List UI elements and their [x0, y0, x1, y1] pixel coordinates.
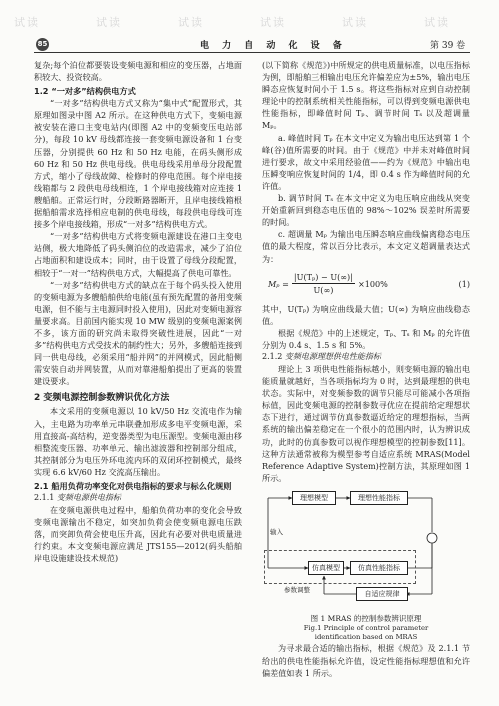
paragraph: c. 超调量 Mₚ 为输出电压瞬态响应曲线偏离稳态电压值的最大程度，常以百分比表示，本文定义超调量表达式为： [262, 229, 470, 264]
paragraph: “一对多”结构供电方式又称为“集中式”配置形式，其原理如图录中图 A2 所示。在这种供电方式下，变频电源被安装在港口主变电站内(即图 A2 中的变频变压电站部分)，每段 10 kV 母线都连接一套变频电源设备和 1 台变压器，分别提供 60 Hz 和 50 Hz 电能，在码头侧形成 60 Hz 和 50 Hz 供电母线。供电母线采用单母分段配置方式，缩小了母线故障、检修时的停电范围。每个岸电接线箱都与 2 段供电母线相连，1 个岸电接线箱对应连接 1 艘船舶。正常运行时，分段断路器断开，且岸电接线箱根据船舶需求选择相应电制的供电母线，每段供电母线可连接多个岸电接线箱，形成“一对多”结构供电方式。 [34, 98, 242, 230]
paragraph: 为寻求最合适的输出指标，根据《规范》及 2.1.1 节给出的供电性能指标允许值，设定性能指标理想值和允许偏差值如表 1 所示。 [262, 643, 470, 678]
equation-lhs: Mₚ = [268, 278, 289, 289]
paragraph: 其中，U(Tₚ) 为响应曲线最大值；U(∞) 为响应曲线稳态值。 [262, 303, 470, 326]
figure-caption-english: Fig.1 Principle of control parameter [303, 624, 429, 633]
ideal-model-box: 理想模型 [292, 491, 336, 505]
section-number: 2.1.2 [262, 351, 283, 361]
equation-denominator: U(∞) [313, 285, 334, 296]
equation-numerator: |U(Tₚ) − U(∞)| [292, 271, 355, 284]
section-title: 变频电源供电指标 [56, 493, 121, 502]
equation-number: (1) [458, 278, 470, 289]
input-label: 输入 [270, 527, 283, 536]
simulation-performance-box: 仿真性能指标 [350, 561, 408, 575]
paragraph: b. 调节时间 Tₛ 在本文中定义为电压响应曲线从突变开始重新回到稳态电压值的 98%～102% 误差时所需要的时间。 [262, 193, 470, 228]
left-column [34, 59, 242, 564]
paragraph: (以下简称《规范》)中所规定的供电质量标准，以电压指标为例，即船舶三相输出电压允许偏差应为±5%，输出电压瞬态应恢复时间小于 1.5 s。将这些指标对应到自动控制理论中的控制系统相关性能指标，可以得到变频电源供电性能指标，即峰值时间 Tₚ、调节时间 Tₛ 以及超调量 Mₚ。 [262, 60, 470, 131]
section-heading-2-1-1 [34, 492, 242, 504]
figure-caption-english: identification based on MRAS [314, 633, 418, 642]
paragraph: a. 峰值时间 Tₚ 在本文中定义为输出电压达到第 1 个峰(谷)值所需要的时间。由于《规范》中并未对峰值时间进行要求，故文中采用经验值——约为《规范》中输出电压瞬变响应恢复时间的 1/4，即 0.4 s 作为峰值时间的允许值。 [262, 132, 470, 191]
right-column [262, 59, 470, 679]
volume-label: 第 39 卷 [430, 41, 466, 51]
paragraph: 根据《规范》中的上述规定，Tₚ、Tₛ 和 Mₚ 的允许值分别为 0.4 s、1.5 s 和 5%。 [262, 327, 470, 350]
watermark: 试读 [424, 16, 450, 29]
section-heading-1-2: 1.2 “一对多”结构供电方式 [34, 86, 136, 97]
paragraph: “一对多”结构供电方式的缺点在于每个码头投入使用的变频电源为多艘船舶供给电能(虽有预先配置的备用变频电源，但不能与主电源同时投入使用)，因此对变频电源容量要求高。目前国内能实现 10 MW 级别的变频电源案例不多，该方面的研究尚未取得突破性进展，因此“一对多”结构供电方式受技术的制约性大；另外，多艘船连接到同一供电母线，必须采用“船并网”的并网模式，因此船侧需安装自动并网装置，从而对靠港船舶提出了更高的装置建设要求。 [34, 279, 242, 387]
section-number: 2.1.1 [34, 493, 55, 502]
page-header [0, 0, 499, 50]
parameter-adjust-label: 参数调整 [284, 585, 310, 594]
equation-suffix: ×100% [357, 278, 388, 289]
journal-title: 电 力 自 动 化 设 备 [200, 41, 347, 51]
section-title: 变频电源理想供电性能指标 [284, 351, 381, 361]
equation-1 [268, 267, 470, 301]
simulation-model-box: 仿真模型 [308, 561, 344, 575]
equation-fraction [292, 271, 355, 296]
section-heading-2: 2 变频电源控制参数辨识优化方法 [34, 393, 170, 404]
section-heading-2-1-2 [262, 351, 470, 363]
watermark: 试读 [342, 16, 368, 29]
paragraph: 理论上 3 项供电性能指标越小，则变频电源的输出电能质量就越好，当各项指标均为 0 时，达到最理想的供电状态。实际中，对变频参数的调节只能尽可能减小各项指标值，因此变频电源的控制参数寻优应在提前给定理想状态下进行，通过调节仿真参数逼近给定的理想指标，当两系统的输出偏差稳定在一个很小的范围内时，认为辨识成功，此时的仿真参数可以视作理想模型的控制参数[11]。这种方法通常被称为模型参考自适应系统 MRAS(Model Reference Adaptive System)控制方法，其原理如图 1 所示。 [262, 363, 470, 483]
watermark: 试读 [260, 16, 286, 29]
figure-caption: 图 1 MRAS 的控制参数辨识原理 [310, 613, 422, 623]
paragraph: 在变频电源供电过程中，船舶负荷功率的变化会导致变频电源输出不稳定，如突加负荷会使变频电源电压跌落，而突卸负荷会使电压升高，因此有必要对供电质量进行约束。本文变频电源应满足 JTS155—2012(码头船舶岸电设施建设技术规范) [34, 505, 242, 564]
header-rule [34, 52, 470, 53]
paragraph: “一对多”结构供电方式将变频电源建设在港口主变电站侧，极大地降低了码头侧泊位的改造需求，减少了泊位占地面积和建设成本；同时，由于设置了母线分段配置，相较于“一对一”结构供电方式，大幅提高了供电可靠性。 [34, 231, 242, 278]
ideal-performance-box: 理想性能指标 [350, 491, 408, 505]
watermark: 试读 [14, 16, 40, 29]
section-heading-2-1: 2.1 船用负荷功率变化对供电指标的要求与标么化规则 [34, 481, 232, 491]
page-number-badge: 85 [36, 38, 49, 51]
paragraph: 本文采用的变频电源以 10 kV/50 Hz 交流电作为输入，主电路为功率单元串联叠加形成多电平变频电源，采用直接高-高结构，逆变器类型为电压源型。变频电源由移相整流变压器、功率单元、输出滤波器和控制部分组成，其控制部分为电压外环电流内环的双闭环控制模式，最终实现 6.6 kV/60 Hz 交流高压输出。 [34, 406, 242, 477]
adaptive-law-box: 自适应规律 [356, 587, 408, 601]
figure-1-mras-diagram [262, 488, 470, 612]
watermark: 试读 [178, 16, 204, 29]
paragraph: 复杂;每个泊位都要装设变频电源和相应的变压器，占地面积较大、投资较高。 [34, 60, 242, 83]
watermark: 试读 [96, 16, 122, 29]
